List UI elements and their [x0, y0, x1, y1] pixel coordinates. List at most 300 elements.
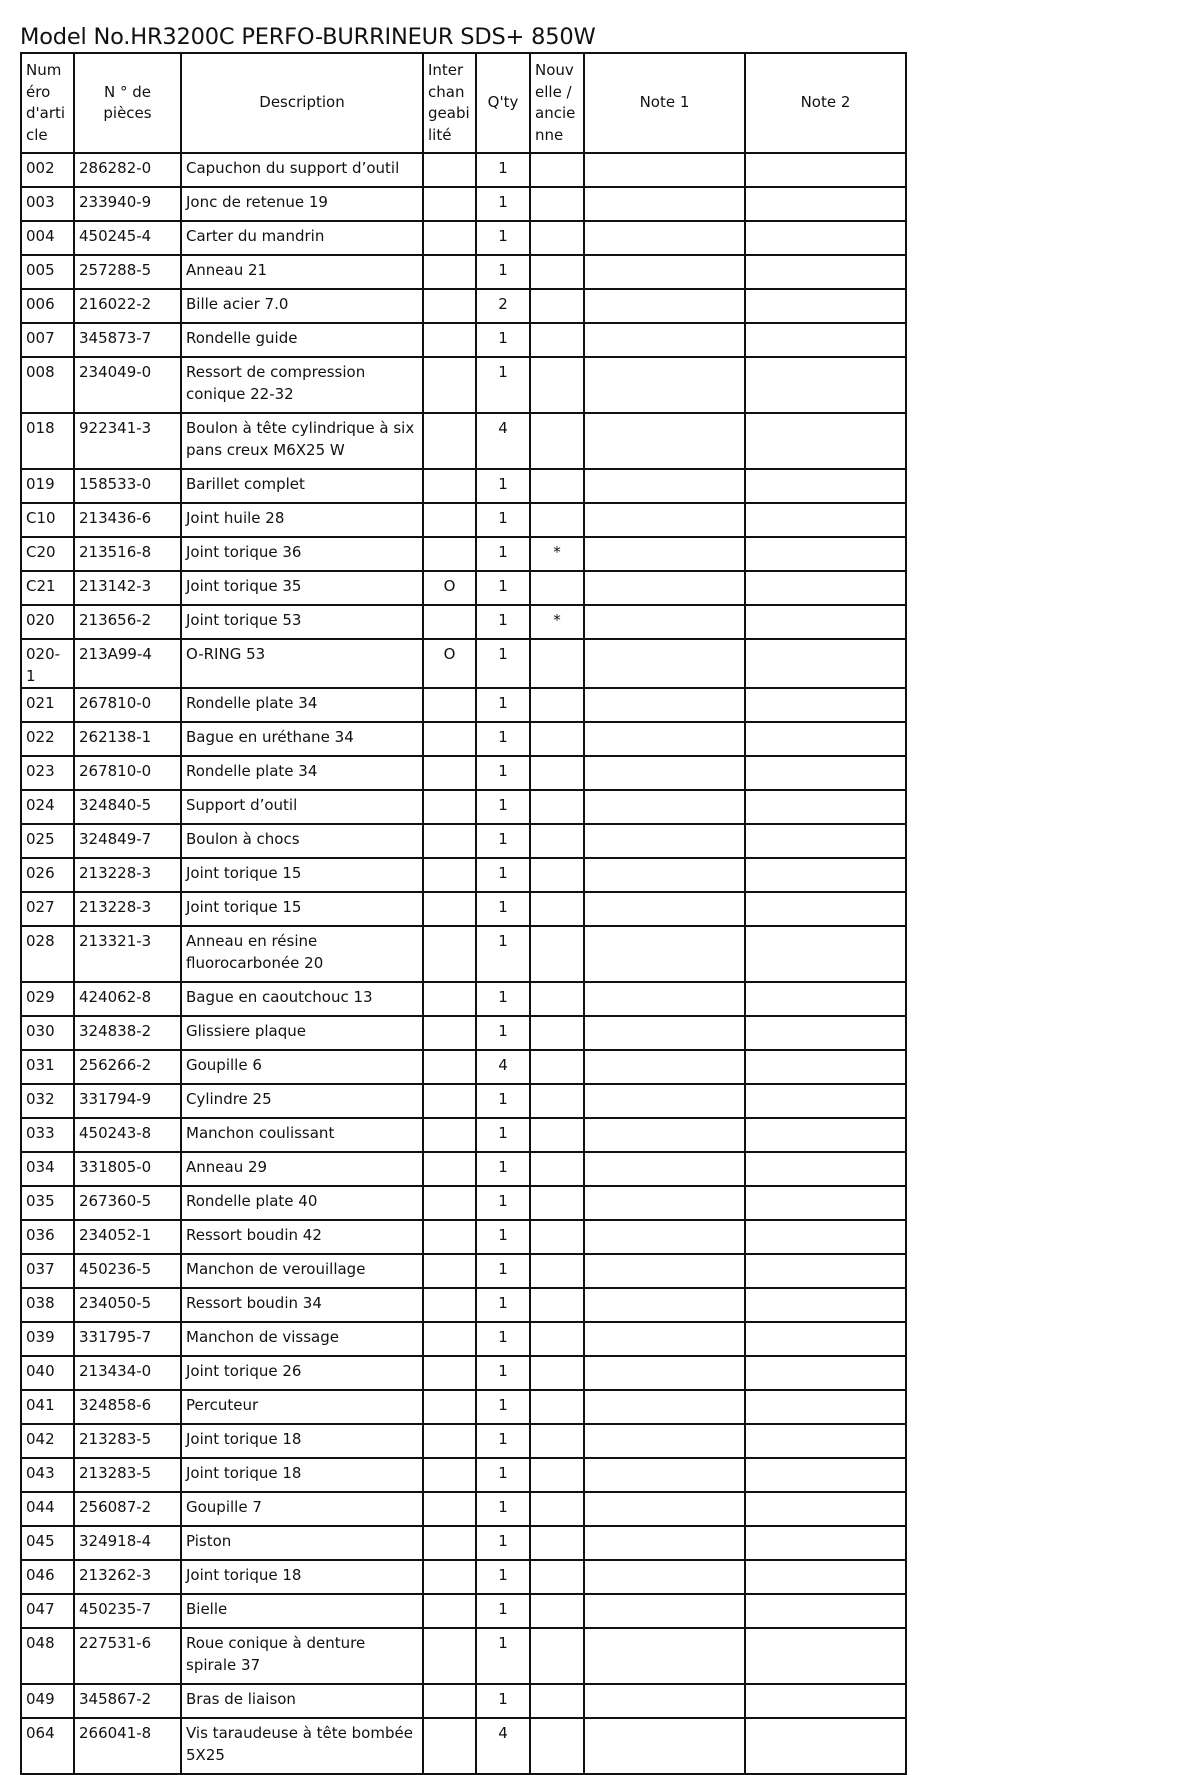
cell-part-no: 450243-8: [74, 1118, 181, 1152]
table-row: [21, 1220, 906, 1254]
table-body: [21, 153, 906, 1774]
cell-new-old: [530, 469, 584, 503]
cell-item-no: 035: [21, 1186, 74, 1220]
cell-qty: 4: [476, 1050, 530, 1084]
cell-part-no: 922341-3: [74, 413, 181, 469]
cell-interchangeability: [423, 1220, 476, 1254]
cell-qty: 1: [476, 1560, 530, 1594]
cell-qty: 1: [476, 1628, 530, 1684]
cell-note-1: [584, 537, 745, 571]
cell-note-2: [745, 1186, 906, 1220]
cell-interchangeability: [423, 187, 476, 221]
cell-interchangeability: [423, 503, 476, 537]
cell-qty: 1: [476, 1684, 530, 1718]
cell-note-1: [584, 571, 745, 605]
cell-part-no: 213321-3: [74, 926, 181, 982]
header-interchangeability: Interchangeabilité: [423, 53, 476, 153]
cell-note-1: [584, 790, 745, 824]
cell-item-no: 003: [21, 187, 74, 221]
cell-note-2: [745, 1254, 906, 1288]
table-row: [21, 1288, 906, 1322]
cell-item-no: 044: [21, 1492, 74, 1526]
cell-new-old: [530, 1458, 584, 1492]
cell-item-no: 039: [21, 1322, 74, 1356]
cell-new-old: [530, 688, 584, 722]
table-row: [21, 1118, 906, 1152]
cell-description: Manchon de vissage: [181, 1322, 423, 1356]
cell-part-no: 450245-4: [74, 221, 181, 255]
cell-new-old: [530, 722, 584, 756]
cell-interchangeability: [423, 255, 476, 289]
header-part-no: N ° de pièces: [74, 53, 181, 153]
cell-interchangeability: [423, 722, 476, 756]
cell-qty: 1: [476, 1458, 530, 1492]
cell-note-1: [584, 323, 745, 357]
cell-new-old: [530, 571, 584, 605]
cell-new-old: [530, 1526, 584, 1560]
table-row: [21, 1684, 906, 1718]
cell-interchangeability: [423, 790, 476, 824]
cell-item-no: 064: [21, 1718, 74, 1774]
cell-note-1: [584, 1152, 745, 1186]
cell-qty: 1: [476, 255, 530, 289]
cell-item-no: 042: [21, 1424, 74, 1458]
table-row: [21, 1560, 906, 1594]
cell-part-no: 234049-0: [74, 357, 181, 413]
table-row: [21, 221, 906, 255]
cell-interchangeability: [423, 756, 476, 790]
cell-part-no: 233940-9: [74, 187, 181, 221]
cell-note-1: [584, 1424, 745, 1458]
cell-interchangeability: [423, 1356, 476, 1390]
table-row: [21, 323, 906, 357]
cell-part-no: 256087-2: [74, 1492, 181, 1526]
cell-note-1: [584, 503, 745, 537]
cell-part-no: 213228-3: [74, 858, 181, 892]
cell-note-1: [584, 1684, 745, 1718]
cell-new-old: [530, 1628, 584, 1684]
cell-part-no: 286282-0: [74, 153, 181, 187]
cell-part-no: 450235-7: [74, 1594, 181, 1628]
cell-interchangeability: [423, 1254, 476, 1288]
cell-part-no: 424062-8: [74, 982, 181, 1016]
cell-item-no: 049: [21, 1684, 74, 1718]
cell-item-no: 022: [21, 722, 74, 756]
cell-description: Joint torique 18: [181, 1424, 423, 1458]
cell-item-no: 045: [21, 1526, 74, 1560]
table-row: [21, 153, 906, 187]
cell-description: Manchon de verouillage: [181, 1254, 423, 1288]
cell-description: Bras de liaison: [181, 1684, 423, 1718]
cell-item-no: 031: [21, 1050, 74, 1084]
cell-part-no: 216022-2: [74, 289, 181, 323]
cell-note-1: [584, 1390, 745, 1424]
cell-item-no: 005: [21, 255, 74, 289]
cell-description: Carter du mandrin: [181, 221, 423, 255]
cell-note-2: [745, 722, 906, 756]
cell-qty: 1: [476, 1424, 530, 1458]
cell-interchangeability: [423, 926, 476, 982]
cell-note-2: [745, 858, 906, 892]
cell-description: Anneau en résine fluorocarbonée 20: [181, 926, 423, 982]
cell-qty: 1: [476, 639, 530, 688]
page-title: Model No.HR3200C PERFO-BURRINEUR SDS+ 850W: [20, 24, 596, 50]
cell-note-1: [584, 187, 745, 221]
cell-description: Goupille 6: [181, 1050, 423, 1084]
table-row: [21, 639, 906, 688]
cell-description: Percuteur: [181, 1390, 423, 1424]
cell-note-1: [584, 824, 745, 858]
cell-new-old: *: [530, 537, 584, 571]
cell-new-old: [530, 1220, 584, 1254]
cell-part-no: 331794-9: [74, 1084, 181, 1118]
cell-note-1: [584, 1254, 745, 1288]
cell-item-no: 018: [21, 413, 74, 469]
cell-note-1: [584, 153, 745, 187]
cell-note-2: [745, 790, 906, 824]
cell-qty: 1: [476, 571, 530, 605]
cell-description: Bague en caoutchouc 13: [181, 982, 423, 1016]
cell-note-2: [745, 469, 906, 503]
cell-note-2: [745, 639, 906, 688]
cell-description: Jonc de retenue 19: [181, 187, 423, 221]
cell-note-2: [745, 1322, 906, 1356]
cell-part-no: 227531-6: [74, 1628, 181, 1684]
header-qty: Q'ty: [476, 53, 530, 153]
table-row: [21, 605, 906, 639]
cell-item-no: 007: [21, 323, 74, 357]
cell-interchangeability: [423, 1424, 476, 1458]
cell-part-no: 345873-7: [74, 323, 181, 357]
cell-qty: 1: [476, 1152, 530, 1186]
cell-interchangeability: O: [423, 571, 476, 605]
cell-note-2: [745, 982, 906, 1016]
table-row: [21, 926, 906, 982]
cell-note-1: [584, 926, 745, 982]
table-row: [21, 722, 906, 756]
cell-part-no: 267810-0: [74, 756, 181, 790]
cell-interchangeability: [423, 982, 476, 1016]
table-row: [21, 255, 906, 289]
table-row: [21, 1016, 906, 1050]
cell-description: Roue conique à denture spirale 37: [181, 1628, 423, 1684]
cell-part-no: 213142-3: [74, 571, 181, 605]
table-row: [21, 982, 906, 1016]
cell-note-2: [745, 1526, 906, 1560]
cell-item-no: 041: [21, 1390, 74, 1424]
cell-qty: 1: [476, 1016, 530, 1050]
cell-description: Piston: [181, 1526, 423, 1560]
cell-description: Rondelle plate 40: [181, 1186, 423, 1220]
cell-description: Joint torique 53: [181, 605, 423, 639]
cell-item-no: 038: [21, 1288, 74, 1322]
cell-note-1: [584, 1492, 745, 1526]
cell-description: Support d’outil: [181, 790, 423, 824]
cell-note-1: [584, 1322, 745, 1356]
table-row: [21, 357, 906, 413]
cell-item-no: 004: [21, 221, 74, 255]
cell-part-no: 324849-7: [74, 824, 181, 858]
cell-new-old: [530, 926, 584, 982]
cell-interchangeability: [423, 413, 476, 469]
cell-qty: 1: [476, 1118, 530, 1152]
cell-description: Glissiere plaque: [181, 1016, 423, 1050]
table-row: [21, 289, 906, 323]
cell-description: Rondelle plate 34: [181, 756, 423, 790]
cell-item-no: 020: [21, 605, 74, 639]
cell-item-no: 046: [21, 1560, 74, 1594]
cell-description: Ressort boudin 34: [181, 1288, 423, 1322]
cell-item-no: 002: [21, 153, 74, 187]
cell-new-old: [530, 1492, 584, 1526]
cell-note-2: [745, 605, 906, 639]
cell-new-old: [530, 1152, 584, 1186]
header-note-2: Note 2: [745, 53, 906, 153]
table-row: [21, 1424, 906, 1458]
cell-interchangeability: [423, 1560, 476, 1594]
cell-part-no: 213283-5: [74, 1458, 181, 1492]
table-row: [21, 187, 906, 221]
cell-note-2: [745, 571, 906, 605]
cell-note-1: [584, 469, 745, 503]
cell-new-old: [530, 187, 584, 221]
table-row: [21, 1152, 906, 1186]
cell-note-2: [745, 926, 906, 982]
cell-note-2: [745, 153, 906, 187]
cell-interchangeability: [423, 289, 476, 323]
cell-note-1: [584, 1718, 745, 1774]
cell-item-no: 023: [21, 756, 74, 790]
cell-item-no: 028: [21, 926, 74, 982]
cell-item-no: 019: [21, 469, 74, 503]
cell-part-no: 213283-5: [74, 1424, 181, 1458]
cell-item-no: 021: [21, 688, 74, 722]
cell-item-no: 040: [21, 1356, 74, 1390]
table-row: [21, 824, 906, 858]
cell-part-no: 267810-0: [74, 688, 181, 722]
cell-new-old: [530, 1084, 584, 1118]
table-row: [21, 1254, 906, 1288]
cell-interchangeability: [423, 221, 476, 255]
cell-new-old: [530, 1718, 584, 1774]
cell-qty: 1: [476, 221, 530, 255]
cell-description: Boulon à tête cylindrique à six pans creux M6X25 W: [181, 413, 423, 469]
cell-note-2: [745, 413, 906, 469]
cell-description: Vis taraudeuse à tête bombée 5X25: [181, 1718, 423, 1774]
cell-description: Bille acier 7.0: [181, 289, 423, 323]
cell-interchangeability: [423, 688, 476, 722]
cell-description: Capuchon du support d’outil: [181, 153, 423, 187]
cell-qty: 4: [476, 413, 530, 469]
cell-interchangeability: [423, 1718, 476, 1774]
cell-note-1: [584, 982, 745, 1016]
cell-qty: 1: [476, 153, 530, 187]
cell-description: Joint torique 36: [181, 537, 423, 571]
cell-new-old: [530, 1288, 584, 1322]
cell-interchangeability: [423, 1152, 476, 1186]
cell-description: Joint huile 28: [181, 503, 423, 537]
cell-qty: 1: [476, 1084, 530, 1118]
cell-part-no: 213436-6: [74, 503, 181, 537]
cell-note-2: [745, 503, 906, 537]
cell-new-old: [530, 639, 584, 688]
cell-qty: 1: [476, 892, 530, 926]
cell-note-1: [584, 756, 745, 790]
cell-item-no: 043: [21, 1458, 74, 1492]
cell-item-no: 047: [21, 1594, 74, 1628]
header-row: [21, 53, 906, 153]
cell-item-no: 008: [21, 357, 74, 413]
cell-interchangeability: [423, 1684, 476, 1718]
cell-part-no: 213A99-4: [74, 639, 181, 688]
table-row: [21, 1356, 906, 1390]
cell-qty: 1: [476, 858, 530, 892]
cell-description: Boulon à chocs: [181, 824, 423, 858]
cell-note-2: [745, 255, 906, 289]
cell-note-2: [745, 1594, 906, 1628]
cell-interchangeability: [423, 1628, 476, 1684]
cell-description: O-RING 53: [181, 639, 423, 688]
cell-description: Rondelle guide: [181, 323, 423, 357]
cell-note-2: [745, 1684, 906, 1718]
cell-new-old: [530, 1050, 584, 1084]
cell-qty: 1: [476, 1526, 530, 1560]
cell-description: Joint torique 26: [181, 1356, 423, 1390]
cell-note-1: [584, 1560, 745, 1594]
cell-new-old: [530, 1118, 584, 1152]
table-row: [21, 571, 906, 605]
cell-note-2: [745, 1118, 906, 1152]
table-row: [21, 503, 906, 537]
cell-qty: 2: [476, 289, 530, 323]
cell-interchangeability: [423, 1016, 476, 1050]
cell-qty: 1: [476, 824, 530, 858]
cell-item-no: 036: [21, 1220, 74, 1254]
cell-interchangeability: [423, 824, 476, 858]
cell-note-2: [745, 221, 906, 255]
cell-part-no: 234050-5: [74, 1288, 181, 1322]
cell-new-old: [530, 1424, 584, 1458]
cell-qty: 1: [476, 982, 530, 1016]
cell-qty: 1: [476, 1322, 530, 1356]
cell-qty: 4: [476, 1718, 530, 1774]
cell-item-no: 032: [21, 1084, 74, 1118]
cell-item-no: 020-1: [21, 639, 74, 688]
cell-note-2: [745, 1560, 906, 1594]
table-row: [21, 892, 906, 926]
cell-interchangeability: [423, 469, 476, 503]
table-row: [21, 469, 906, 503]
cell-note-1: [584, 1594, 745, 1628]
cell-description: Joint torique 35: [181, 571, 423, 605]
table-row: [21, 1084, 906, 1118]
table-row: [21, 1390, 906, 1424]
cell-item-no: 034: [21, 1152, 74, 1186]
cell-part-no: 345867-2: [74, 1684, 181, 1718]
cell-part-no: 331805-0: [74, 1152, 181, 1186]
cell-item-no: C21: [21, 571, 74, 605]
cell-qty: 1: [476, 1220, 530, 1254]
table-row: [21, 1526, 906, 1560]
cell-new-old: [530, 1016, 584, 1050]
cell-new-old: [530, 1390, 584, 1424]
cell-interchangeability: [423, 1050, 476, 1084]
cell-part-no: 213516-8: [74, 537, 181, 571]
cell-note-1: [584, 858, 745, 892]
cell-note-2: [745, 187, 906, 221]
cell-part-no: 324918-4: [74, 1526, 181, 1560]
cell-description: Ressort de compression conique 22-32: [181, 357, 423, 413]
cell-note-2: [745, 756, 906, 790]
cell-new-old: [530, 982, 584, 1016]
cell-note-1: [584, 1186, 745, 1220]
cell-part-no: 213262-3: [74, 1560, 181, 1594]
cell-new-old: [530, 1322, 584, 1356]
cell-new-old: [530, 1186, 584, 1220]
cell-interchangeability: [423, 153, 476, 187]
cell-interchangeability: [423, 1084, 476, 1118]
cell-note-1: [584, 605, 745, 639]
table-row: [21, 1718, 906, 1774]
cell-part-no: 257288-5: [74, 255, 181, 289]
table-row: [21, 1492, 906, 1526]
cell-note-2: [745, 1084, 906, 1118]
cell-note-1: [584, 892, 745, 926]
cell-note-1: [584, 1016, 745, 1050]
cell-note-2: [745, 892, 906, 926]
cell-item-no: C20: [21, 537, 74, 571]
cell-interchangeability: [423, 1526, 476, 1560]
cell-new-old: [530, 153, 584, 187]
cell-note-2: [745, 1458, 906, 1492]
cell-qty: 1: [476, 926, 530, 982]
cell-part-no: 324840-5: [74, 790, 181, 824]
cell-note-1: [584, 1526, 745, 1560]
cell-description: Rondelle plate 34: [181, 688, 423, 722]
cell-note-2: [745, 1016, 906, 1050]
cell-qty: 1: [476, 1254, 530, 1288]
table-row: [21, 1628, 906, 1684]
cell-note-1: [584, 688, 745, 722]
parts-table: [20, 52, 907, 1775]
cell-qty: 1: [476, 537, 530, 571]
cell-note-2: [745, 537, 906, 571]
cell-qty: 1: [476, 503, 530, 537]
cell-note-1: [584, 1118, 745, 1152]
cell-interchangeability: [423, 605, 476, 639]
cell-note-1: [584, 1050, 745, 1084]
cell-item-no: 027: [21, 892, 74, 926]
cell-qty: 1: [476, 1356, 530, 1390]
cell-note-2: [745, 1492, 906, 1526]
cell-description: Anneau 21: [181, 255, 423, 289]
cell-qty: 1: [476, 1594, 530, 1628]
cell-item-no: 030: [21, 1016, 74, 1050]
cell-part-no: 450236-5: [74, 1254, 181, 1288]
cell-part-no: 158533-0: [74, 469, 181, 503]
table-row: [21, 537, 906, 571]
cell-interchangeability: [423, 1594, 476, 1628]
cell-qty: 1: [476, 1186, 530, 1220]
cell-item-no: 024: [21, 790, 74, 824]
cell-item-no: 029: [21, 982, 74, 1016]
cell-note-1: [584, 357, 745, 413]
cell-qty: 1: [476, 357, 530, 413]
cell-note-1: [584, 722, 745, 756]
cell-note-2: [745, 357, 906, 413]
cell-part-no: 324858-6: [74, 1390, 181, 1424]
cell-qty: 1: [476, 323, 530, 357]
